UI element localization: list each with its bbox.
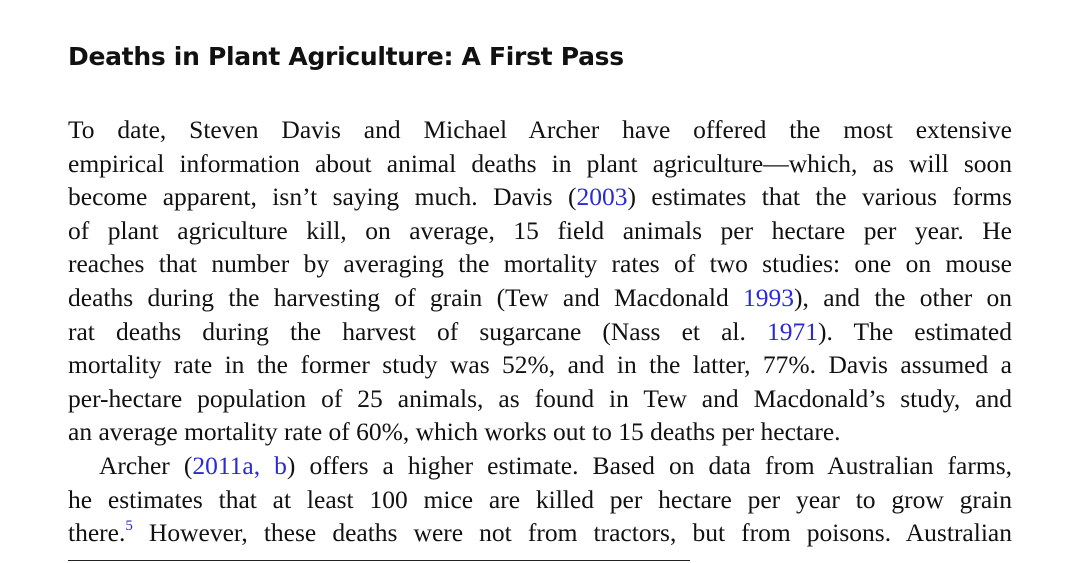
paragraph-1-line-7 xyxy=(68,315,1012,349)
text-fragment: there. xyxy=(68,518,126,548)
text-fragment: become apparent, isn’t saying much. Davis ( xyxy=(68,182,577,212)
text-fragment: ) estimates that the various forms xyxy=(627,182,1012,212)
paragraph-1-line-10: an average mortality rate of 60%, which works out to 15 deaths per hectare. xyxy=(68,417,841,447)
paragraph-2-line-1 xyxy=(68,449,1012,483)
citation-link-davis-2003[interactable]: 2003 xyxy=(576,182,628,212)
paragraph-1-line-5: reaches that number by averaging the mortality rates of two studies: one on mouse xyxy=(68,249,1012,279)
text-fragment: ), and the other on xyxy=(794,282,1012,312)
paragraph-2-line-3 xyxy=(68,516,1012,550)
paragraph-2-line-2: he estimates that at least 100 mice are killed per hectare per year to grow grain xyxy=(68,484,1012,514)
section-heading: Deaths in Plant Agriculture: A First Pass xyxy=(68,42,624,71)
footnote-marker-5[interactable]: 5 xyxy=(125,518,133,535)
text-fragment: Archer ( xyxy=(99,450,193,480)
paragraph-1-line-4: of plant agriculture kill, on average, 15 field animals per hectare per year. He xyxy=(68,215,1012,245)
text-fragment: deaths during the harvesting of grain (Tew and Macdonald xyxy=(68,282,744,312)
body-text xyxy=(68,113,1012,550)
paragraph-1-line-3 xyxy=(68,180,1012,214)
paragraph-1-line-8: mortality rate in the former study was 52%, and in the latter, 77%. Davis assumed a xyxy=(68,350,1012,380)
citation-link-nass-1971[interactable]: 1971 xyxy=(766,316,818,346)
paragraph-1-line-6 xyxy=(68,281,1012,315)
paragraph-1-line-9: per-hectare population of 25 animals, as found in Tew and Macdonald’s study, and xyxy=(68,383,1012,413)
text-fragment: ) offers a higher estimate. Based on data from Australian farms, xyxy=(286,450,1012,480)
citation-link-tew-macdonald-1993[interactable]: 1993 xyxy=(743,282,795,312)
paragraph-1-line-1: To date, Steven Davis and Michael Archer have offered the most extensive xyxy=(68,115,1012,144)
text-fragment: rat deaths during the harvest of sugarcane (Nass et al. xyxy=(68,316,767,346)
paragraph-1-line-2: empirical information about animal deaths in plant agriculture—which, as will soon xyxy=(68,148,1012,178)
footnote-separator-rule xyxy=(68,560,690,561)
text-fragment: ). The estimated xyxy=(817,316,1012,346)
citation-link-archer-2011[interactable]: 2011a, b xyxy=(192,450,287,480)
text-fragment: However, these deaths were not from tractors, but from poisons. Australian xyxy=(132,518,1012,548)
